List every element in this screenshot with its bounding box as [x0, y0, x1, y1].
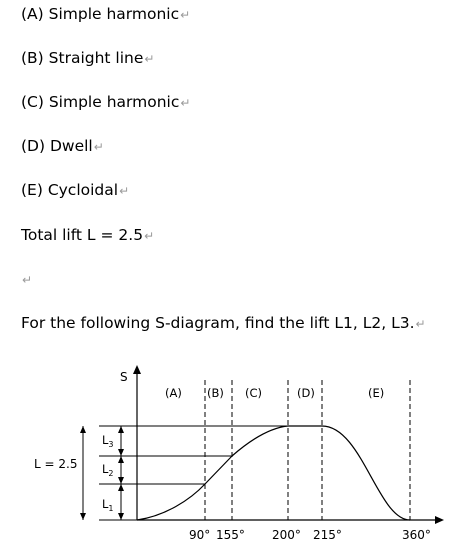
total-lift-label: L = 2.5 — [34, 457, 78, 471]
segment-label-b: (B) — [207, 386, 224, 400]
displacement-curve — [137, 426, 410, 520]
dimension-arrow-icon — [118, 513, 124, 520]
s-axis-arrow-icon — [133, 365, 141, 374]
paragraph-mark-icon: ↵ — [93, 140, 104, 154]
angle-label-155: 155° — [216, 528, 245, 542]
dimension-arrow-icon — [118, 449, 124, 456]
angle-label-90: 90° — [189, 528, 211, 542]
dimension-arrow-icon — [118, 456, 124, 463]
text-line-segment-c — [21, 92, 190, 113]
segment-label-c: (C) — [245, 386, 263, 400]
dimension-arrow-icon — [80, 513, 86, 520]
angle-axis-arrow-icon — [435, 516, 444, 524]
text-line-segment-d — [21, 136, 104, 157]
text-line-total-lift — [21, 225, 154, 246]
line-text: (E) Cycloidal — [21, 181, 119, 199]
s-diagram — [0, 358, 476, 551]
lift-label-l1: $L_1$ — [102, 497, 114, 513]
segment-label-e: (E) — [368, 386, 385, 400]
paragraph-mark-icon: ↵ — [144, 229, 155, 243]
line-text: (A) Simple harmonic — [21, 5, 180, 23]
paragraph-mark-icon: ↵ — [22, 273, 33, 287]
paragraph-mark-icon: ↵ — [144, 52, 155, 66]
text-line-segment-b — [21, 48, 154, 69]
line-text: (C) Simple harmonic — [21, 93, 180, 111]
line-text: For the following S-diagram, find the lift L1, L2, L3. — [21, 314, 415, 332]
segment-label-a: (A) — [165, 386, 182, 400]
angle-label-215: 215° — [313, 528, 342, 542]
angle-label-360: 360° — [402, 528, 431, 542]
dimension-arrow-icon — [118, 484, 124, 491]
text-line-segment-e — [21, 180, 129, 201]
line-text: (B) Straight line — [21, 49, 144, 67]
text-line-segment-a — [21, 4, 190, 25]
segment-label-d: (D) — [297, 386, 315, 400]
s-axis-label: S — [120, 370, 128, 384]
paragraph-mark-icon: ↵ — [180, 96, 191, 110]
lift-label-l3: $L_3$ — [102, 433, 114, 449]
paragraph-mark-icon: ↵ — [180, 8, 191, 22]
text-line-empty — [21, 269, 32, 290]
dimension-arrow-icon — [118, 426, 124, 433]
paragraph-mark-icon: ↵ — [415, 317, 426, 331]
dimension-arrow-icon — [80, 426, 86, 433]
angle-label-200: 200° — [272, 528, 301, 542]
line-text: (D) Dwell — [21, 137, 93, 155]
dimension-arrow-icon — [118, 477, 124, 484]
paragraph-mark-icon: ↵ — [119, 184, 130, 198]
text-line-question — [21, 313, 426, 334]
lift-label-l2: $L_2$ — [102, 462, 114, 478]
line-text: Total lift L = 2.5 — [21, 226, 144, 244]
